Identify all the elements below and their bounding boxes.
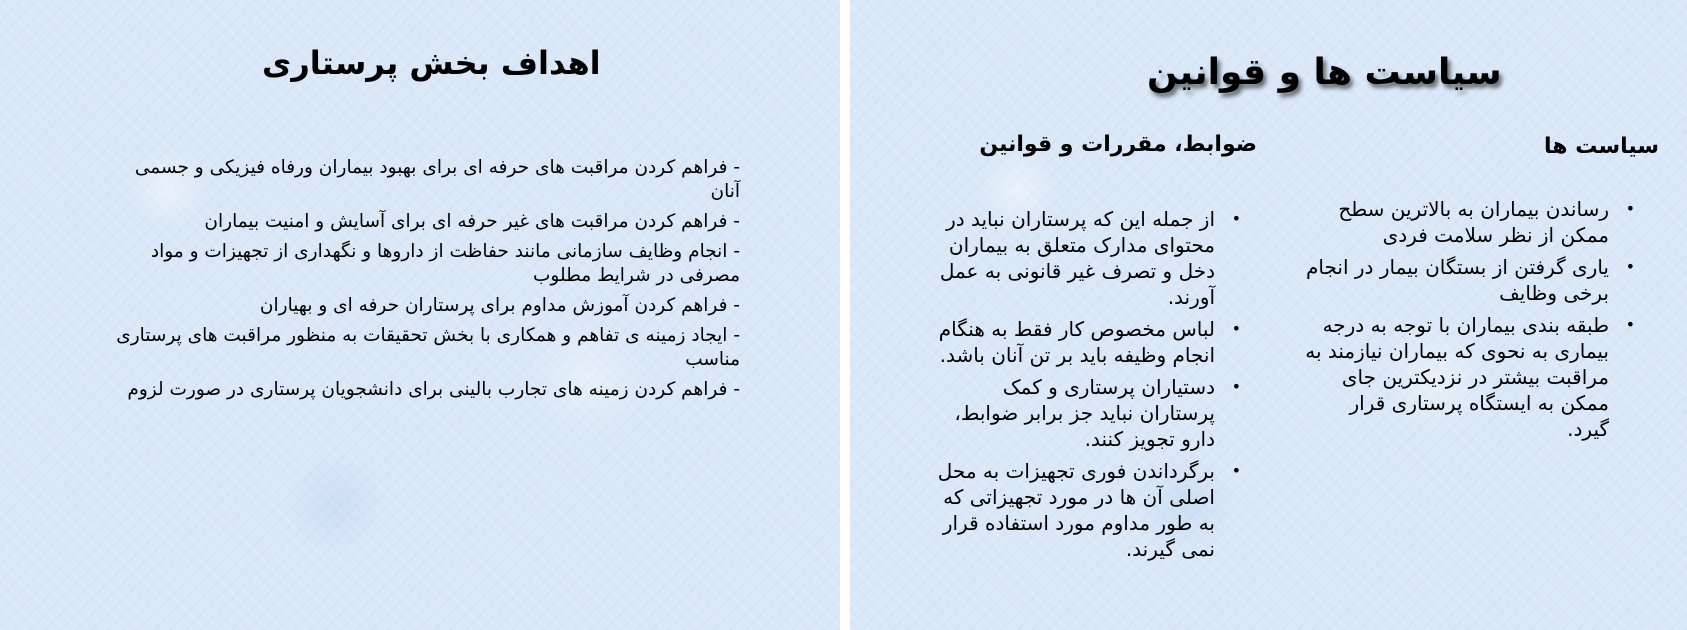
rule-text: لباس مخصوص کار فقط به هنگام انجام وظیفه باید بر تن آنان باشد. bbox=[938, 317, 1215, 367]
goal-item: - فراهم کردن زمینه های تجارب بالینی برای دانشجویان پرستاری در صورت لزوم bbox=[127, 379, 740, 400]
list-item bbox=[1303, 254, 1639, 306]
rule-text: دستیاران پرستاری و کمک پرستاران نباید جز برابر ضوابط، دارو تجویز کنند. bbox=[954, 375, 1215, 451]
policies-heading: سیاست ها bbox=[1544, 134, 1659, 159]
policy-text: یاری گرفتن از بستگان بیمار در انجام برخی وظایف bbox=[1306, 255, 1609, 305]
list-item bbox=[929, 206, 1245, 310]
bullet-icon: • bbox=[1231, 319, 1241, 338]
goal-item: - فراهم کردن آموزش مداوم برای پرستاران حرفه ای و بهیاران bbox=[259, 295, 740, 316]
goal-item: - ایجاد زمینه ی تفاهم و همکاری با بخش تحقیقات به منظور مراقبت های پرستاری مناسب bbox=[116, 325, 740, 370]
list-item bbox=[1303, 196, 1639, 248]
rule-text: از جمله این که پرستاران نباید در محتوای مدارک متعلق به بیماران دخل و تصرف غیر قانونی به عمل آورند. bbox=[939, 207, 1215, 309]
bullet-icon: • bbox=[1625, 199, 1635, 218]
bullet-icon: • bbox=[1231, 209, 1241, 228]
bullet-icon: • bbox=[1231, 461, 1241, 480]
goal-item: - انجام وظایف سازمانی مانند حفاظت از داروها و نگهداری از تجهیزات و مواد مصرفی در شرایط مطلوب bbox=[150, 241, 740, 286]
slide-policies-rules bbox=[850, 0, 1687, 630]
goal-item: - فراهم کردن مراقبت های حرفه ای برای بهبود بیماران ورفاه فیزیکی و جسمی آنان bbox=[134, 157, 740, 202]
slide-title-goals: اهداف بخش پرستاری bbox=[262, 44, 601, 82]
rules-heading: ضوابط، مقررات و قوانین bbox=[979, 132, 1257, 157]
policies-list bbox=[1303, 196, 1639, 448]
bullet-icon: • bbox=[1231, 377, 1241, 396]
list-item bbox=[929, 316, 1245, 368]
goal-item: - فراهم کردن مراقبت های غیر حرفه ای برای آسایش و امنیت بیماران bbox=[204, 211, 740, 232]
bullet-icon: • bbox=[1625, 315, 1635, 334]
list-item bbox=[1303, 312, 1639, 442]
bullet-icon: • bbox=[1625, 257, 1635, 276]
slide-title-policies: سیاست ها و قوانین bbox=[1147, 52, 1502, 93]
list-item bbox=[929, 458, 1245, 562]
policy-text: رساندن بیماران به بالاترین سطح ممکن از نظر سلامت فردی bbox=[1338, 197, 1609, 247]
rule-text: برگرداندن فوری تجهیزات به محل اصلی آن ها در مورد تجهیزاتی که به طور مداوم مورد استفاده قرار نمی گیرند. bbox=[937, 459, 1215, 561]
goals-list bbox=[110, 156, 740, 408]
policy-text: طبقه بندی بیماران با توجه به درجه بیماری به نحوی که بیماران نیازمند به مراقبت بیشتر در نزدیکترین جای ممکن به ایستگاه پرستاری قرار گیرد. bbox=[1305, 313, 1609, 441]
list-item bbox=[929, 374, 1245, 452]
slide-nursing-goals bbox=[0, 0, 840, 630]
rules-list bbox=[929, 206, 1245, 568]
